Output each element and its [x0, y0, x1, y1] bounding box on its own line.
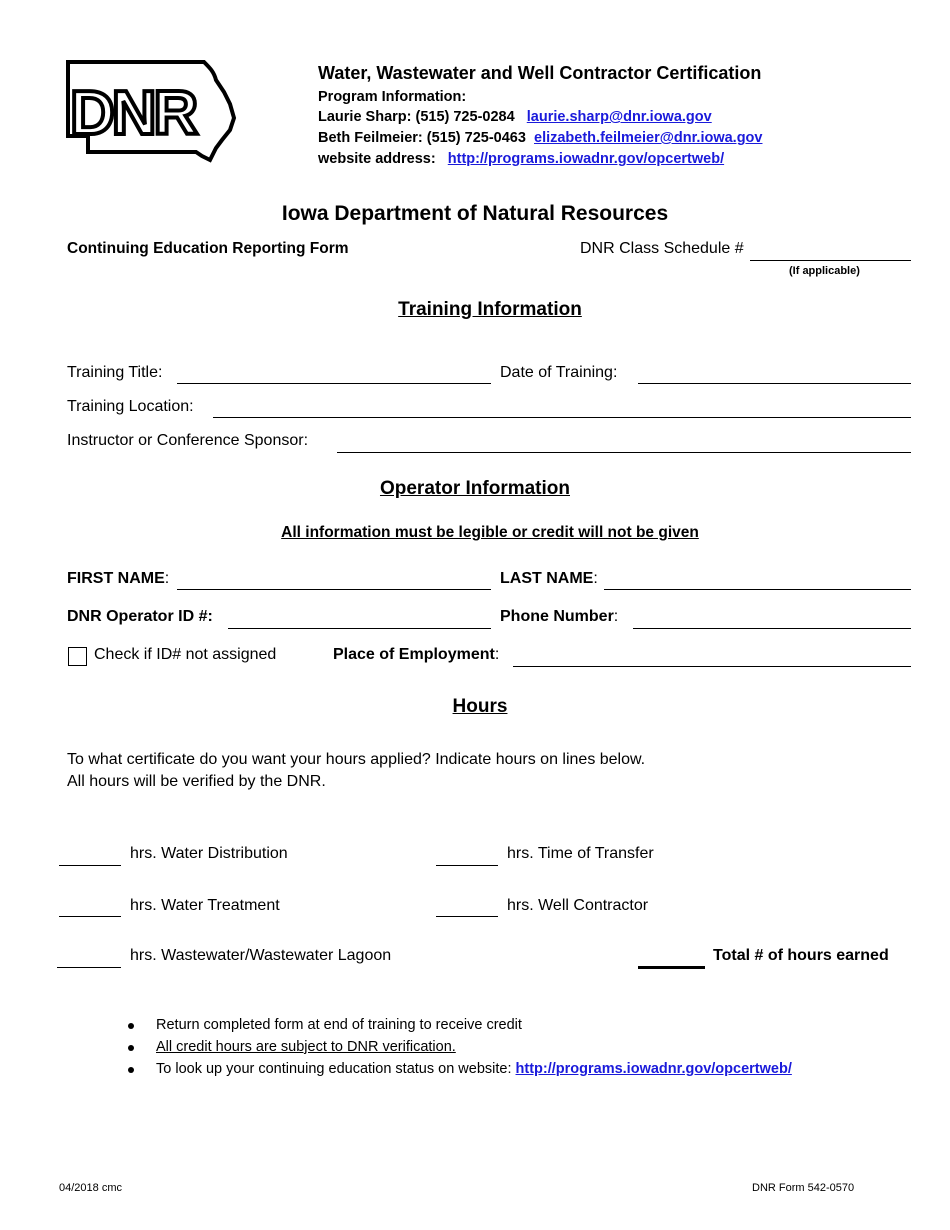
sponsor-label: Instructor or Conference Sponsor: [67, 432, 309, 449]
phone-label: Phone Number [500, 608, 614, 625]
operator-heading: Operator Information [379, 478, 570, 499]
org-title: Iowa Department of Natural Resources [281, 202, 669, 225]
last-name-colon: : [593, 570, 598, 587]
program-title: Water, Wastewater and Well Contractor Certification [318, 63, 762, 83]
time-of-transfer-label: hrs. Time of Transfer [507, 845, 654, 862]
first-name-colon: : [164, 570, 170, 587]
bullet-icon [128, 1023, 134, 1029]
time-of-transfer-hours-field[interactable] [436, 865, 498, 866]
logo-text: DNR [70, 79, 196, 148]
hours-instructions-line2: All hours will be verified by the DNR. [67, 773, 326, 790]
iowa-state-outline-logo [64, 56, 240, 166]
bullet-icon [128, 1067, 134, 1073]
if-applicable-note: (If applicable) [789, 265, 860, 277]
id-not-assigned-checkbox[interactable] [68, 647, 87, 666]
list-item [128, 1014, 792, 1036]
bullet-icon [128, 1045, 134, 1051]
well-contractor-label: hrs. Well Contractor [507, 897, 649, 914]
employment-label: Place of Employment [333, 646, 495, 663]
employment-colon: : [494, 646, 500, 663]
contact-beth-phone: Beth Feilmeier: (515) 725-0463 [318, 130, 526, 146]
bullet-verification: All credit hours are subject to DNR verification. [156, 1039, 456, 1055]
operator-id-field[interactable] [228, 628, 491, 629]
footer-form-number: DNR Form 542-0570 [752, 1182, 855, 1194]
website-row [318, 151, 724, 167]
training-title-field[interactable] [177, 383, 491, 384]
wastewater-hours-field[interactable] [57, 967, 121, 968]
footer-date: 04/2018 cmc [59, 1182, 122, 1194]
list-item [128, 1036, 792, 1058]
phone-row [500, 608, 618, 626]
last-name-label: LAST NAME [500, 570, 594, 587]
list-item [128, 1058, 792, 1080]
water-treatment-hours-field[interactable] [59, 916, 121, 917]
instructions-list [128, 1014, 792, 1080]
phone-field[interactable] [633, 628, 911, 629]
training-title-label: Training Title: [67, 364, 163, 381]
water-distribution-label: hrs. Water Distribution [130, 845, 288, 862]
well-contractor-hours-field[interactable] [436, 916, 498, 917]
phone-colon: : [613, 608, 619, 625]
contact-laurie-phone: Laurie Sharp: (515) 725-0284 [318, 109, 515, 125]
wastewater-label: hrs. Wastewater/Wastewater Lagoon [130, 947, 392, 964]
website-label: website address: [318, 151, 436, 167]
legibility-notice: All information must be legible or credit will not be given [281, 524, 699, 541]
website-link[interactable]: http://programs.iowadnr.gov/opcertweb/ [447, 151, 725, 167]
total-hours-field[interactable] [638, 966, 705, 969]
water-treatment-label: hrs. Water Treatment [130, 897, 280, 914]
water-distribution-hours-field[interactable] [59, 865, 121, 866]
email-link-laurie[interactable]: laurie.sharp@dnr.iowa.gov [526, 109, 712, 125]
last-name-row [500, 570, 598, 588]
hours-instructions [67, 749, 645, 793]
bullet-return-form: Return completed form at end of training to receive credit [156, 1017, 522, 1033]
first-name-row [67, 570, 169, 588]
sponsor-field[interactable] [337, 452, 911, 453]
hours-instructions-line1: To what certificate do you want your hours applied? Indicate hours on lines below. [67, 751, 646, 768]
contact-laurie [318, 109, 712, 125]
status-website-link[interactable]: http://programs.iowadnr.gov/opcertweb/ [515, 1061, 792, 1077]
first-name-label: FIRST NAME [67, 570, 165, 587]
class-schedule-label: DNR Class Schedule # [580, 240, 744, 257]
program-info-label: Program Information: [318, 89, 467, 105]
last-name-field[interactable] [604, 589, 911, 590]
employment-row [333, 646, 499, 664]
training-heading: Training Information [398, 299, 582, 320]
operator-id-label: DNR Operator ID #: [67, 608, 213, 625]
contact-beth [318, 130, 762, 146]
bullet-lookup-text: To look up your continuing education status on website: [156, 1061, 516, 1077]
first-name-field[interactable] [177, 589, 491, 590]
employment-field[interactable] [513, 666, 911, 667]
total-hours-label: Total # of hours earned [713, 947, 889, 964]
training-location-label: Training Location: [67, 398, 194, 415]
email-link-beth[interactable]: elizabeth.feilmeier@dnr.iowa.gov [534, 130, 763, 146]
training-location-field[interactable] [213, 417, 911, 418]
form-name: Continuing Education Reporting Form [67, 240, 349, 257]
class-schedule-field[interactable] [750, 260, 911, 261]
id-not-assigned-label: Check if ID# not assigned [94, 646, 277, 663]
hours-heading: Hours [452, 696, 508, 717]
training-date-label: Date of Training: [500, 364, 618, 381]
training-date-field[interactable] [638, 383, 911, 384]
